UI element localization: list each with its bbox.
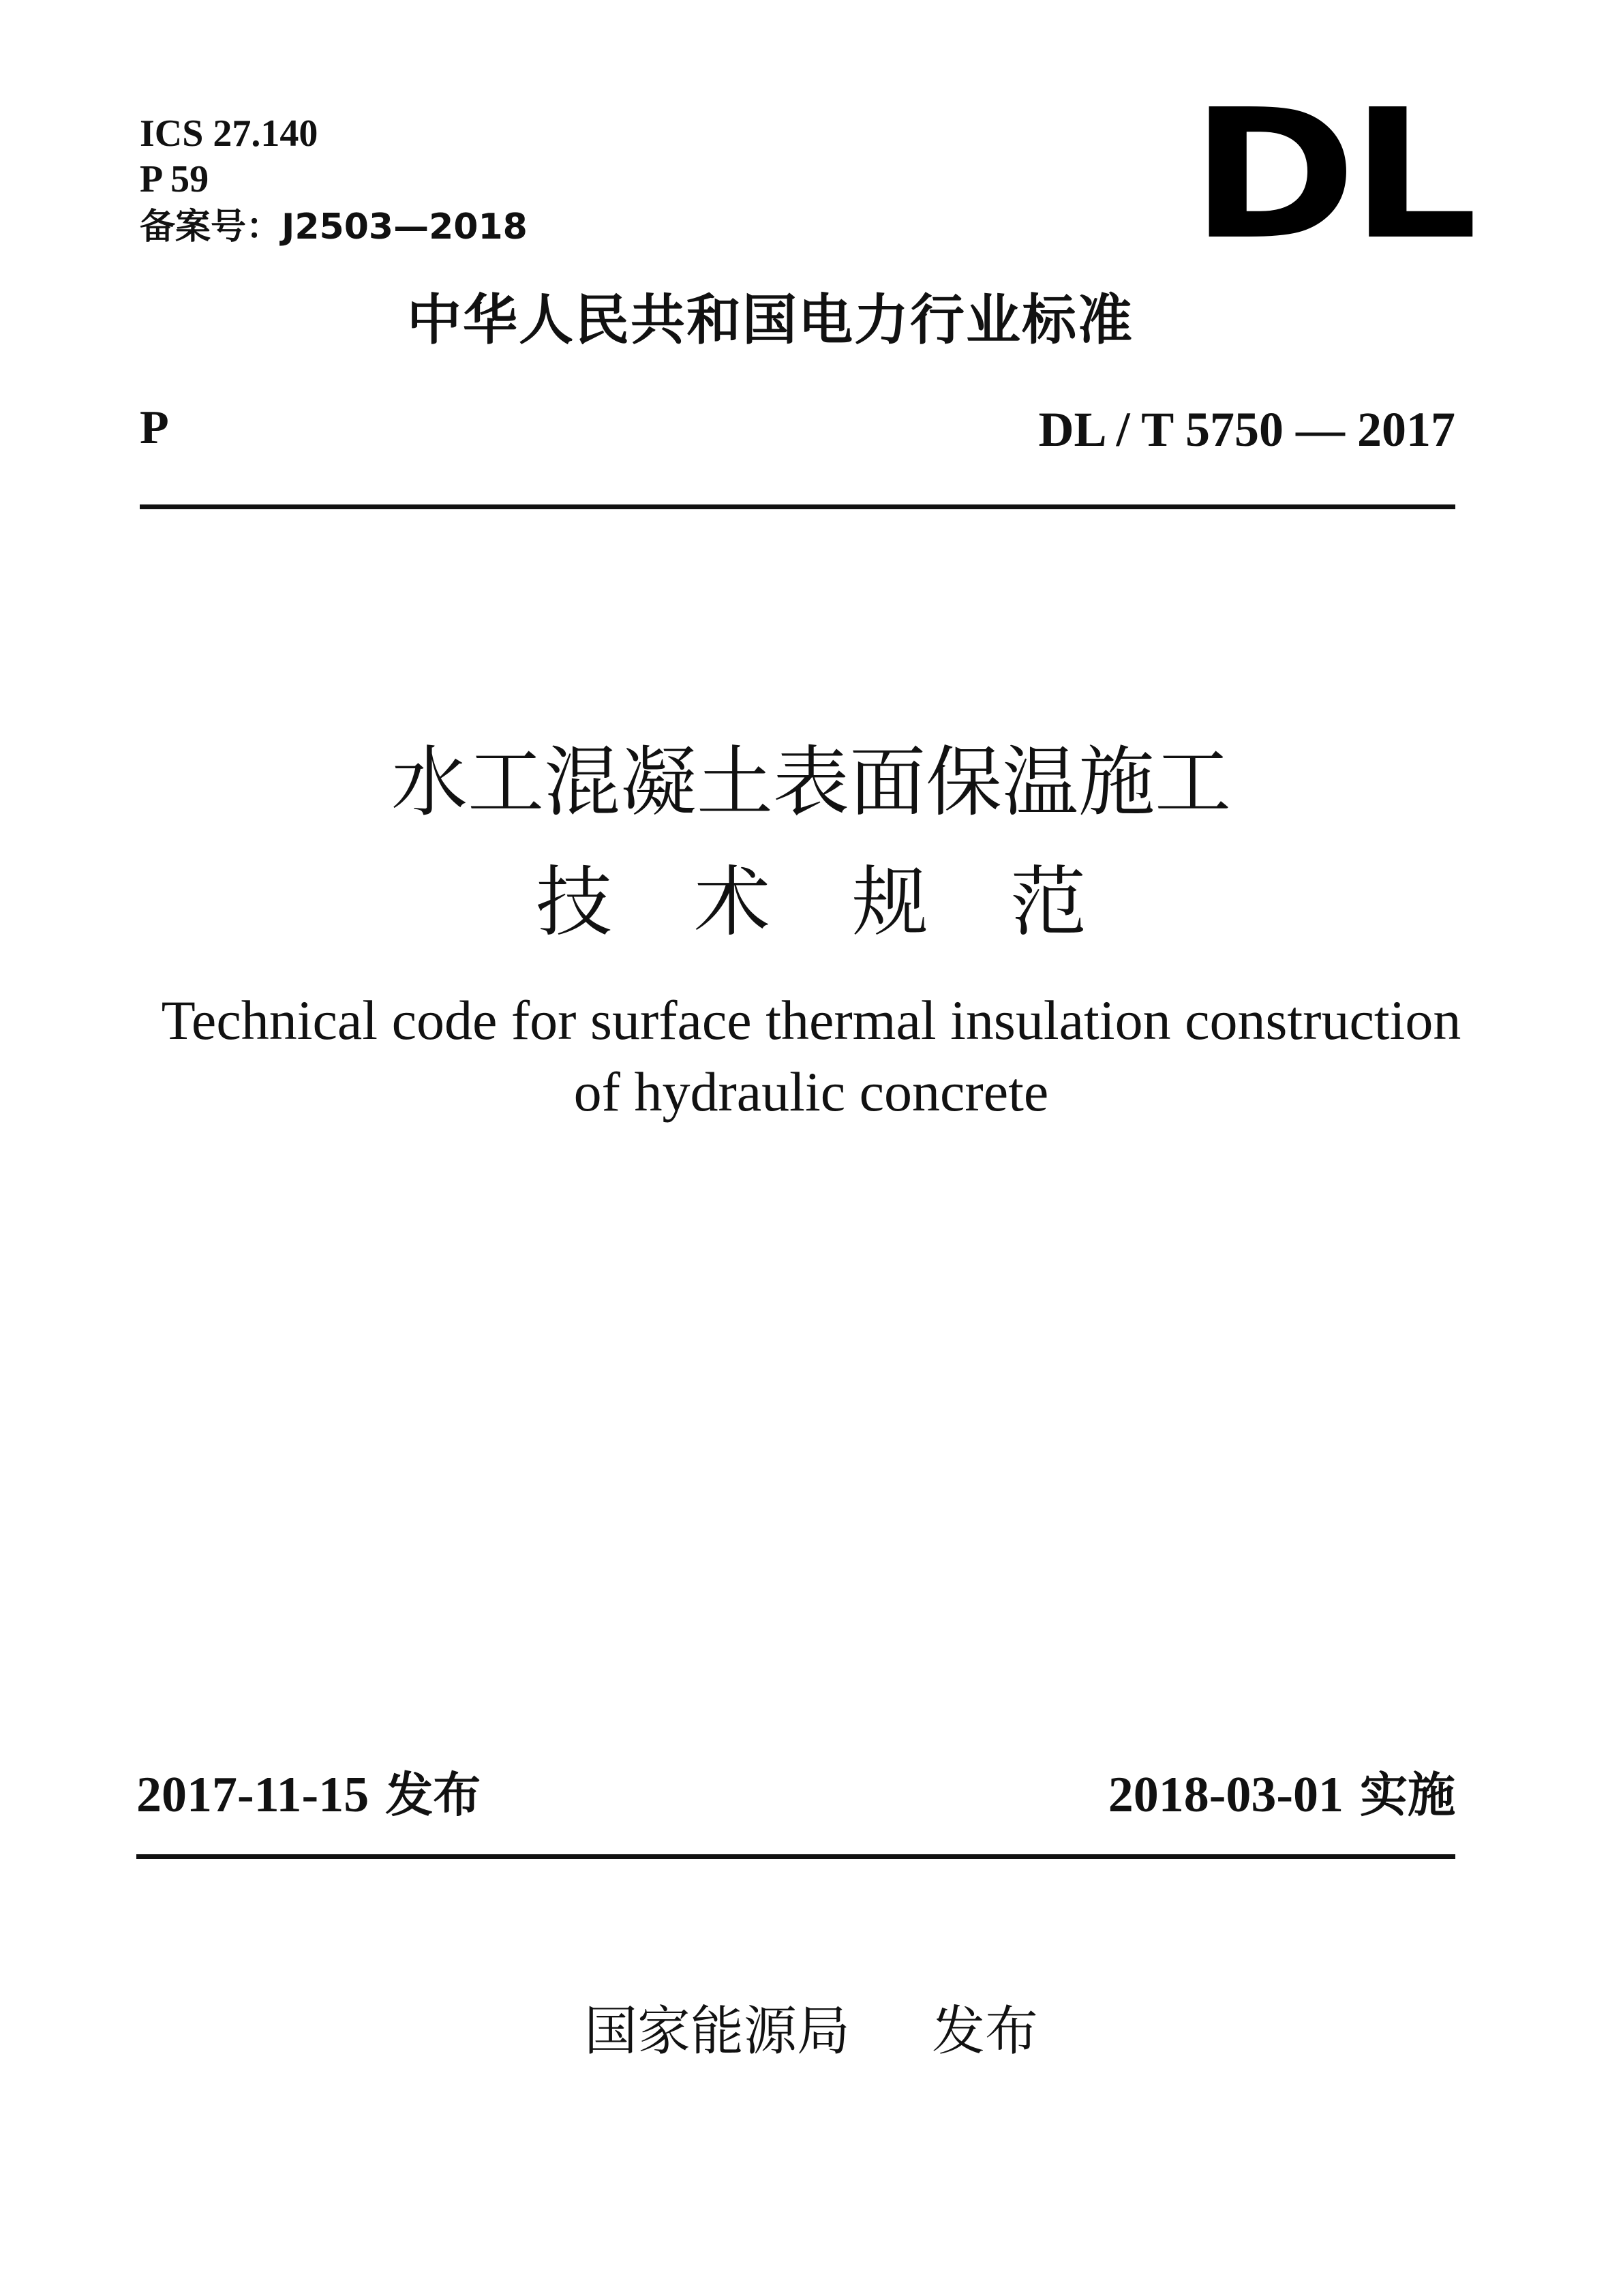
class-code: P 59 [140,158,209,200]
effective-date: 2018-03-01 [1108,1767,1344,1823]
industry-standard-title: 中华人民共和国电力行业标准 [407,288,1134,352]
title-cn-line1: 水工混凝土表面保温施工 [391,738,1231,827]
publisher-action: 发布 [932,2001,1039,2062]
bottom-divider [136,1854,1455,1859]
title-en-line2: of hydraulic concrete [573,1061,1049,1123]
ics-code: ICS 27.140 [140,112,318,155]
issue-label: 发布 [385,1767,481,1823]
record-number: 备案号：J2503—2018 [140,207,528,247]
title-cn-line2: 技术规范 [536,858,1168,947]
classification-letter: P [140,402,169,454]
effective-date-block [1108,1762,1455,1828]
standard-code: DL / T 5750 — 2017 [1038,402,1455,457]
top-divider [140,504,1455,509]
issue-date: 2017-11-15 [136,1767,369,1823]
publisher-line [477,1997,1145,2066]
title-en-line1: Technical code for surface thermal insulation construction [161,989,1461,1051]
dl-logo: DL [1190,71,1472,279]
publisher-name: 国家能源局 [583,2001,850,2062]
effective-label: 实施 [1360,1767,1455,1823]
issue-date-block [136,1762,481,1828]
